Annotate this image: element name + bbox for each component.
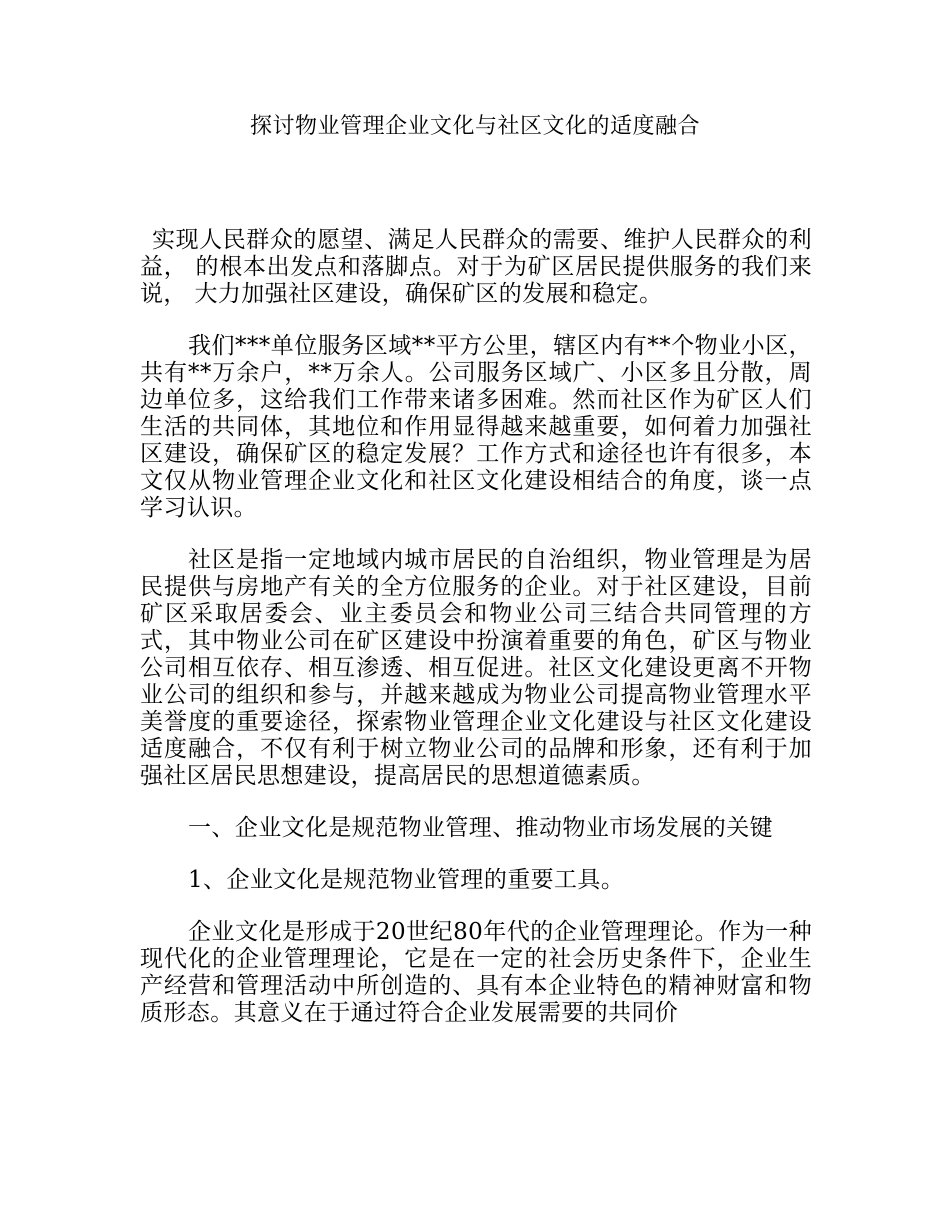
paragraph-1: 实现人民群众的愿望、满足人民群众的需要、维护人民群众的利益， 的根本出发点和落脚点。对于为矿区居民提供服务的我们来说， 大力加强社区建设，确保矿区的发展和稳定。 [140, 227, 812, 307]
paragraph-3: 社区是指一定地域内城市居民的自治组织，物业管理是为居民提供与房地产有关的全方位服务的企业。对于社区建设，目前矿区采取居委会、业主委员会和物业公司三结合共同管理的方式，其中物业公司在矿区建设中扮演着重要的角色，矿区与物业公司相互依存、相互渗透、相互促进。社区文化建设更离不开物业公司的组织和参与，并越来越成为物业公司提高物业管理水平美誉度的重要途径，探索物业管理企业文化建设与社区文化建设适度融合，不仅有利于树立物业公司的品牌和形象，还有利于加强社区居民思想建设，提高居民的思想道德素质。 [140, 547, 812, 789]
document-body [140, 227, 812, 1052]
paragraph-2: 我们***单位服务区域**平方公里，辖区内有**个物业小区，共有**万余户，**万余人。公司服务区域广、小区多且分散，周边单位多，这给我们工作带来诸多困难。然而社区作为矿区人们生活的共同体，其地位和作用显得越来越重要，如何着力加强社区建设，确保矿区的稳定发展？工作方式和途径也许有很多，本文仅从物业管理企业文化和社区文化建设相结合的角度，谈一点学习认识。 [140, 333, 812, 521]
document-title: 探讨物业管理企业文化与社区文化的适度融合 [249, 114, 700, 139]
subsection-heading-1: 1、企业文化是规范物业管理的重要工具。 [188, 867, 625, 893]
paragraph-4: 企业文化是形成于20世纪80年代的企业管理理论。作为一种现代化的企业管理理论，它是在一定的社会历史条件下，企业生产经营和管理活动中所创造的、具有本企业特色的精神财富和物质形态。其意义在于通过符合企业发展需要的共同价 [140, 919, 812, 1026]
section-heading-1: 一、企业文化是规范物业管理、推动物业市场发展的关键 [188, 815, 773, 841]
